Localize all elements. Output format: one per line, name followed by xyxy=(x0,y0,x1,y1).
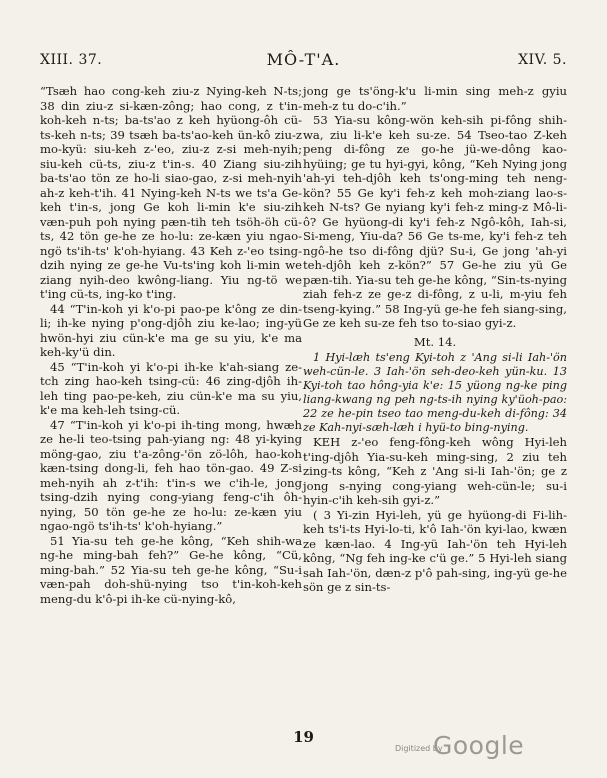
chapter-summary: 1 Hyi-læh ts'eng Kyi-toh z 'Ang si-li Iah-'ön weh-cün-le. 3 Iah-'ön seh-deo-keh yün-ku. 13 Kyi-toh tao hông-yia k'e: 15 yüong ng-ke ping liang-kwang ng peh ng-ts-ih nying ky'üoh-pao: 22 ze he-pin tseo tao meng-du-keh di-fông: 34 ze Kah-nyi-sæh-læh i hyü-to bing-nying. xyxy=(303,351,567,434)
running-header xyxy=(40,52,567,74)
verse-paragraph: ( 3 Yi-zin Hyi-leh, yü ge hyüong-di Fi-lih-keh ts'i-ts Hyi-lo-ti, k'ô Iah-'ön kyi-lao, kwæn ze kæn-lao. 4 Ing-yü Iah-'ön teh Hyi-leh kông, “Ng feh ing-ke c'ü ge.” 5 Hyi-leh siang sah Iah-'ön, dæn-z p'ô pah-sing, ing-yü ge-he sön ge z sin-ts- xyxy=(303,507,567,594)
verse-paragraph: 51 Yia-su teh ge-he kông, “Keh shih-wa ng-he ming-bah feh?” Ge-he kông, “Cü, ming-bah.” 52 Yia-su teh ge-he kông, “Su-i væn-pah doh-shü-nying tso t'in-koh-keh meng-du k'ô-pi ih-ke cü-nying-kô, xyxy=(40,533,302,606)
header-chapter-right: XIV. 5. xyxy=(518,52,567,68)
header-book-title: MÔ-T'A. xyxy=(266,50,341,69)
digitized-by-label: Digitized by xyxy=(395,744,443,753)
digitized-watermark xyxy=(395,731,585,765)
verse-paragraph: KEH z-'eo feng-fông-keh wông Hyi-leh t'ing-djôh Yia-su-keh ming-sing, 2 ziu teh zing-ts kông, “Keh z 'Ang si-li Iah-'ön; ge z jong s-nying cong-yiang weh-cün-le; su-i hyin-c'ih keh-sih gyi-z.” xyxy=(303,435,567,507)
page-number: 19 xyxy=(293,728,314,746)
verse-paragraph: 53 Yia-su kông-wön keh-sih pi-fông shih-wa, ziu li-k'e keh su-ze. 54 Tseo-tao Z-keh peng di-fông ze go-he jü-we-dông kao-hyüing; ge tu hyi-gyi, kông, “Keh Nying jong 'ah-yi teh-djôh keh ts'ong-ming teh neng-kön? 55 Ge ky'i feh-z keh moh-ziang lao-s-keh N-ts? Ge nyiang ky'i feh-z ming-z Mô-li-ô? Ge hyüong-di ky'i feh-z Ngô-kôh, Iah-si, Si-meng, Yiu-da? 56 Ge ts-me, ky'i feh-z teh ngô-he tso di-fông djü? Su-i, Ge jong 'ah-yi teh-djôh keh z-kön?” 57 Ge-he ziu yü Ge pæn-tih. Yia-su teh ge-he kông, “Sin-ts-nying ziah feh-z ze ge-z di-fông, z u-li, m-yiu feh tseng-kying.” 58 Ing-yü ge-he feh siang-sing, Ge ze keh su-ze feh tso to-siao gyi-z. xyxy=(303,113,567,330)
verse-paragraph: 44 “T'in-koh yi k'o-pi pao-pe k'ông ze din-li; ih-ke nying p'ong-djôh ziu ke-lao; ing-yü hwön-hyi ziu cün-k'e ma ge su yiu, k'e ma keh-ky'ü din. xyxy=(40,301,302,359)
right-column xyxy=(303,84,567,595)
verse-paragraph: “Tsæh hao cong-keh ziu-z Nying-keh N-ts; 38 din ziu-z si-kæn-zông; hao cong, z t'in-koh-keh n-ts; ba-ts'ao z keh hyüong-ôh cü-ts-keh n-ts; 39 tsæh ba-ts'ao-keh ün-kô ziu-z mo-kyü: siu-keh z-'eo, ziu-z z-si meh-nyih; siu-keh cü-ts, ziu-z t'in-s. 40 Ziang siu-zih ba-ts'ao tön ze ho-li siao-gao, z-si meh-nyih ah-z keh-t'ih. 41 Nying-keh N-ts we ts'a Ge-keh t'in-s, jong Ge koh li-min k'e siu-zih væn-puh poh nying pæn-tih teh tsöh-öh cü-ts, 42 tön ge-he ze ho-lu: ze-kæn yiu ngao-ngö ts'ih-ts' k'oh-hyiang. 43 Keh z-'eo tsing-dzih nying ze ge-he Vu-ts'ing koh li-min we ziang nyih-deo kwông-liang. Yiu ng-tö we t'ing cü-ts, ing-ko t'ing. xyxy=(40,84,302,301)
verse-paragraph: jong ge ts'öng-k'u li-min sing meh-z gyiu meh-z tu do-c'ih.” xyxy=(303,84,567,113)
verse-paragraph: 45 “T'in-koh yi k'o-pi ih-ke k'ah-siang ze-tch zing hao-keh tsing-cü: 46 zing-djôh ih-leh ting pao-pe-keh, ziu cün-k'e ma su yiu, k'e ma keh-leh tsing-cü. xyxy=(40,359,302,417)
chapter-heading: Mt. 14. xyxy=(413,334,457,349)
header-chapter-left: XIII. 37. xyxy=(40,52,103,68)
google-logo: Google xyxy=(433,731,525,760)
verse-paragraph: 47 “T'in-koh yi k'o-pi ih-ting mong, hwæh ze he-li teo-tsing pah-yiang ng: 48 yi-kying möng-gao, ziu t'a-zông-'ön zö-lôh, hao-koh kæn-tsing dong-li, feh hao tön-gao. 49 Z-si meh-nyih ah z-t'ih: t'in-s we c'ih-le, jong tsing-dzih nying cong-yiang feng-c'ih ôh-nying, 50 tön ge-he ze ho-lu: ze-kæn yiu ngao-ngö ts'ih-ts' k'oh-hyiang.” xyxy=(40,417,302,533)
left-column xyxy=(40,84,302,606)
